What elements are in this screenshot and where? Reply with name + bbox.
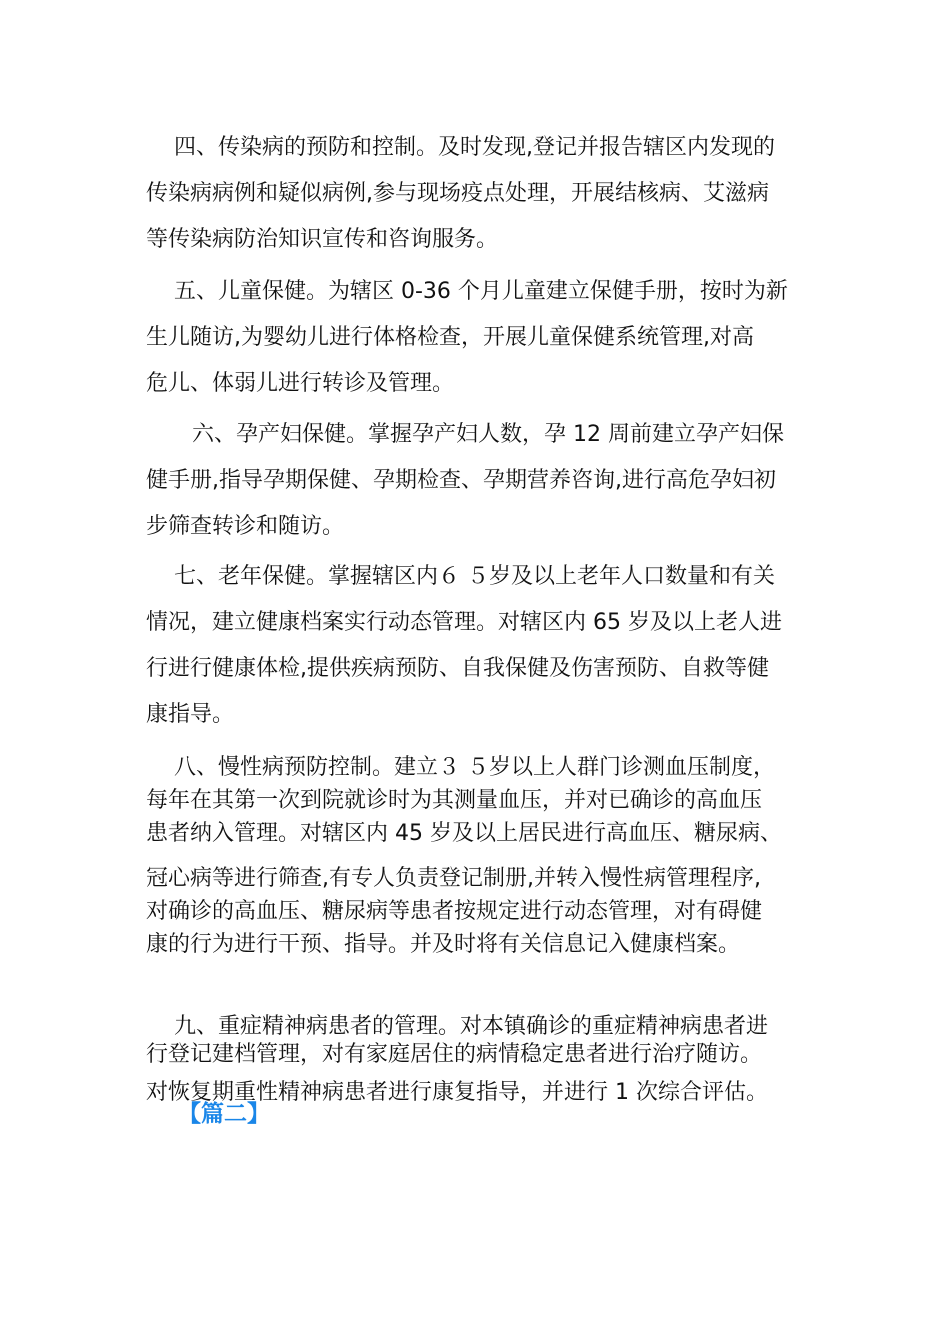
paragraph-line: 五、儿童保健。为辖区 0-36 个月儿童建立保健手册，按时为新 <box>174 279 788 304</box>
paragraph-line: 四、传染病的预防和控制。及时发现,登记并报告辖区内发现的 <box>174 135 775 160</box>
paragraph-line: 八、慢性病预防控制。建立３ ５岁以上人群门诊测血压制度， <box>174 755 775 780</box>
paragraph-line: 行进行健康体检,提供疾病预防、自我保健及伤害预防、自救等健 <box>146 656 769 681</box>
paragraph-line: 对确诊的高血压、糖尿病等患者按规定进行动态管理，对有碍健 <box>146 899 763 924</box>
paragraph-line: 对恢复期重性精神病患者进行康复指导，并进行 1 次综合评估。 <box>146 1080 768 1105</box>
paragraph-line: 康指导。 <box>146 702 235 727</box>
paragraph-line: 行登记建档管理，对有家庭居住的病情稳定患者进行治疗随访。 <box>146 1042 763 1067</box>
paragraph-maternal-health <box>146 419 811 557</box>
paragraph-line: 情况，建立健康档案实行动态管理。对辖区内 65 岁及以上老人进 <box>146 610 782 635</box>
paragraph-line: 康的行为进行干预、指导。并及时将有关信息记入健康档案。 <box>146 932 741 957</box>
paragraph-elderly-health <box>146 561 811 745</box>
paragraph-line: 传染病病例和疑似病例,参与现场疫点处理，开展结核病、艾滋病 <box>146 181 769 206</box>
paragraph-chronic-disease-control <box>146 752 811 962</box>
paragraph-line: 步筛查转诊和随访。 <box>146 514 345 539</box>
paragraph-line: 健手册,指导孕期保健、孕期检查、孕期营养咨询,进行高危孕妇初 <box>146 468 776 493</box>
paragraph-line: 患者纳入管理。对辖区内 45 岁及以上居民进行高血压、糖尿病、 <box>146 821 782 846</box>
section-heading: 【篇二】 <box>178 1101 270 1127</box>
paragraph-infectious-disease-control <box>146 132 811 256</box>
paragraph-line: 危儿、体弱儿进行转诊及管理。 <box>146 371 455 396</box>
paragraph-line: 等传染病防治知识宣传和咨询服务。 <box>146 227 499 252</box>
paragraph-mental-illness-management <box>146 1013 811 1107</box>
paragraph-line: 六、孕产妇保健。掌握孕产妇人数，孕 12 周前建立孕产妇保 <box>192 422 784 447</box>
paragraph-line: 九、重症精神病患者的管理。对本镇确诊的重症精神病患者进 <box>174 1014 769 1039</box>
paragraph-line: 冠心病等进行筛查,有专人负责登记制册,并转入慢性病管理程序, <box>146 866 761 891</box>
paragraph-line: 生儿随访,为婴幼儿进行体格检查，开展儿童保健系统管理,对高 <box>146 325 754 350</box>
paragraph-line: 每年在其第一次到院就诊时为其测量血压，并对已确诊的高血压 <box>146 788 763 813</box>
paragraph-line: 七、老年保健。掌握辖区内６ ５岁及以上老年人口数量和有关 <box>174 564 775 589</box>
paragraph-child-health <box>146 276 811 414</box>
